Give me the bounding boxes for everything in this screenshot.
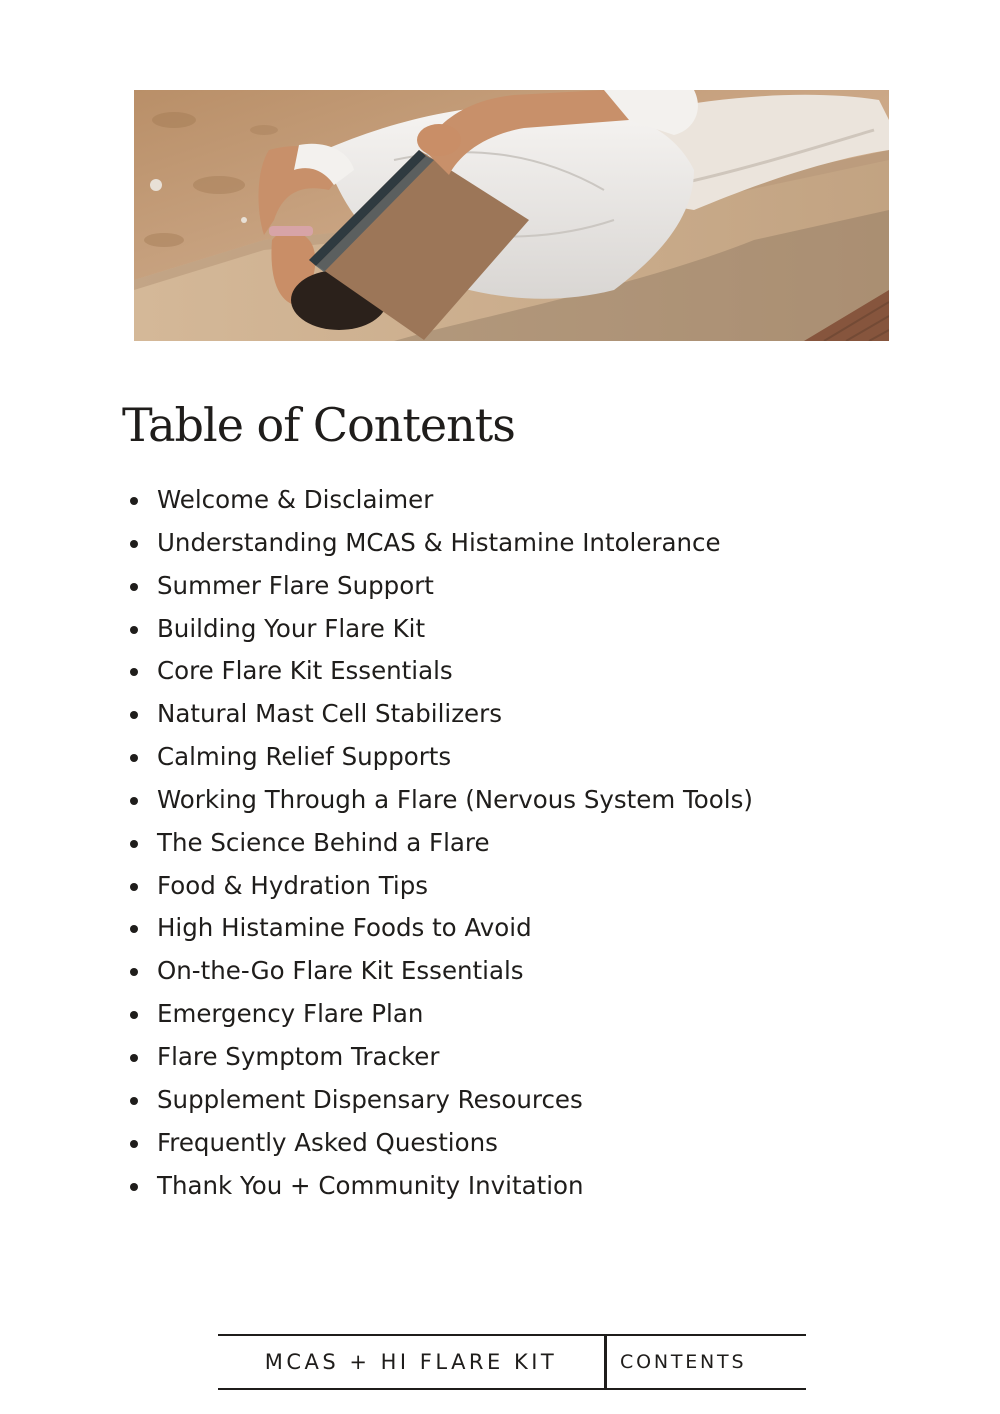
toc-item-label: Supplement Dispensary Resources bbox=[157, 1084, 583, 1114]
toc-item bbox=[130, 1122, 753, 1165]
toc-item bbox=[130, 779, 753, 822]
table-of-contents bbox=[130, 479, 753, 1207]
toc-item-label: Summer Flare Support bbox=[157, 570, 434, 600]
toc-item bbox=[130, 1079, 753, 1122]
toc-item-label: Food & Hydration Tips bbox=[157, 870, 429, 900]
page-footer bbox=[218, 1334, 806, 1390]
toc-item-label: On-the-Go Flare Kit Essentials bbox=[157, 956, 524, 986]
toc-item-label: Calming Relief Supports bbox=[157, 742, 452, 772]
bullet-icon bbox=[130, 925, 138, 933]
toc-item bbox=[130, 522, 753, 565]
toc-item-label: The Science Behind a Flare bbox=[157, 827, 490, 857]
bullet-icon bbox=[130, 1097, 138, 1105]
toc-item bbox=[130, 950, 753, 993]
footer-section-label: CONTENTS bbox=[620, 1351, 747, 1373]
toc-item bbox=[130, 608, 753, 651]
bullet-icon bbox=[130, 883, 138, 891]
footer-divider bbox=[604, 1336, 607, 1388]
bullet-icon bbox=[130, 1011, 138, 1019]
toc-item bbox=[130, 693, 753, 736]
toc-item bbox=[130, 993, 753, 1036]
bullet-icon bbox=[130, 1183, 138, 1191]
bullet-icon bbox=[130, 497, 138, 505]
bullet-icon bbox=[130, 1054, 138, 1062]
toc-item bbox=[130, 865, 753, 908]
toc-item-label: Working Through a Flare (Nervous System Tools) bbox=[157, 784, 753, 814]
toc-item-label: Building Your Flare Kit bbox=[157, 613, 426, 643]
bullet-icon bbox=[130, 668, 138, 676]
page-title: Table of Contents bbox=[122, 398, 515, 452]
bullet-icon bbox=[130, 797, 138, 805]
toc-item-label: Core Flare Kit Essentials bbox=[157, 656, 453, 686]
toc-item bbox=[130, 822, 753, 865]
footer-brand-label: MCAS + HI FLARE KIT bbox=[264, 1350, 558, 1374]
toc-item-label: Understanding MCAS & Histamine Intolerance bbox=[157, 527, 721, 557]
bullet-icon bbox=[130, 626, 138, 634]
toc-item bbox=[130, 1036, 753, 1079]
beach-rest-illustration bbox=[134, 90, 889, 341]
bullet-icon bbox=[130, 968, 138, 976]
bullet-icon bbox=[130, 540, 138, 548]
toc-item bbox=[130, 1165, 753, 1208]
toc-item-label: Natural Mast Cell Stabilizers bbox=[157, 699, 502, 729]
bullet-icon bbox=[130, 840, 138, 848]
bullet-icon bbox=[130, 1140, 138, 1148]
bullet-icon bbox=[130, 583, 138, 591]
toc-item-label: Frequently Asked Questions bbox=[157, 1127, 498, 1157]
toc-item bbox=[130, 479, 753, 522]
toc-item bbox=[130, 736, 753, 779]
toc-item-label: Thank You + Community Invitation bbox=[157, 1170, 584, 1200]
header-photo bbox=[134, 90, 889, 341]
bullet-icon bbox=[130, 711, 138, 719]
toc-item-label: Flare Symptom Tracker bbox=[157, 1041, 440, 1071]
toc-item bbox=[130, 650, 753, 693]
toc-item bbox=[130, 565, 753, 608]
toc-item-label: High Histamine Foods to Avoid bbox=[157, 913, 532, 943]
toc-item-label: Welcome & Disclaimer bbox=[157, 485, 434, 514]
toc-item-label: Emergency Flare Plan bbox=[157, 999, 424, 1029]
bullet-icon bbox=[130, 754, 138, 762]
toc-item bbox=[130, 907, 753, 950]
